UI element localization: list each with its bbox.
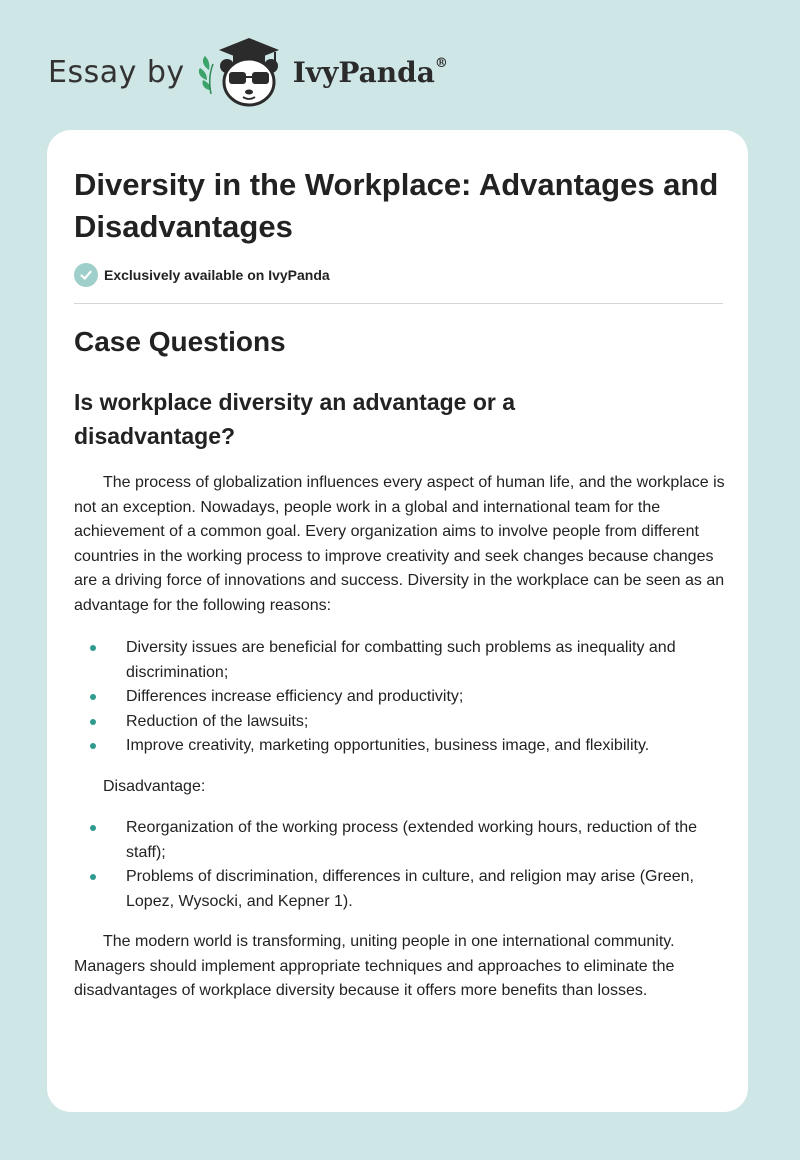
bullet-icon	[90, 719, 96, 725]
list-item: Improve creativity, marketing opportunities, business image, and flexibility.	[74, 734, 734, 759]
disadvantages-list	[74, 816, 734, 914]
bullet-icon	[90, 694, 96, 700]
ivy-leaf-icon	[199, 56, 213, 94]
bullet-icon	[90, 825, 96, 831]
closing-paragraph: The modern world is transforming, uniting people in one international community. Managers should implement appropriate techniques and approaches to eliminate the disadvantages of workplace diversity because it offers more benefits than losses.	[74, 933, 675, 999]
divider	[74, 303, 723, 304]
article-body	[74, 471, 734, 1004]
panda-logo-icon[interactable]	[197, 36, 289, 108]
article-card	[47, 130, 748, 1112]
intro-paragraph: The process of globalization influences every aspect of human life, and the workplace is not an exception. Nowadays, people work in a global and international team for the achievement of a common goal. Every organization aims to involve people from different countries in the working process to improve creativity and seek changes because changes are a driving force of innovations and success. Diversity in the workplace can be seen as an advantage for the following reasons:	[74, 474, 725, 614]
list-item: Reduction of the lawsuits;	[74, 710, 734, 735]
site-header	[48, 36, 448, 108]
bullet-icon	[90, 743, 96, 749]
disadvantage-label: Disadvantage:	[103, 777, 206, 795]
brand-text: IvyPanda	[292, 55, 435, 89]
list-item: Reorganization of the working process (extended working hours, reduction of the staff);	[74, 816, 734, 865]
subsection-title: Is workplace diversity an advantage or a disadvantage?	[74, 389, 516, 449]
registered-mark: ®	[434, 56, 448, 72]
check-icon	[74, 263, 98, 287]
exclusive-badge	[74, 263, 330, 287]
list-item: Diversity issues are beneficial for combatting such problems as inequality and discrimination;	[74, 636, 734, 685]
list-item: Problems of discrimination, differences in culture, and religion may arise (Green, Lopez, Wysocki, and Kepner 1).	[74, 865, 734, 914]
exclusive-label: Exclusively available on IvyPanda	[104, 267, 330, 283]
advantages-list	[74, 636, 734, 759]
essay-by-label: Essay by	[48, 54, 185, 90]
brand-name[interactable]	[293, 56, 448, 89]
article-title: Diversity in the Workplace: Advantages and Disadvantages	[74, 167, 719, 244]
section-title: Case Questions	[74, 326, 286, 357]
list-item: Differences increase efficiency and productivity;	[74, 685, 734, 710]
bullet-icon	[90, 874, 96, 880]
bullet-icon	[90, 645, 96, 651]
